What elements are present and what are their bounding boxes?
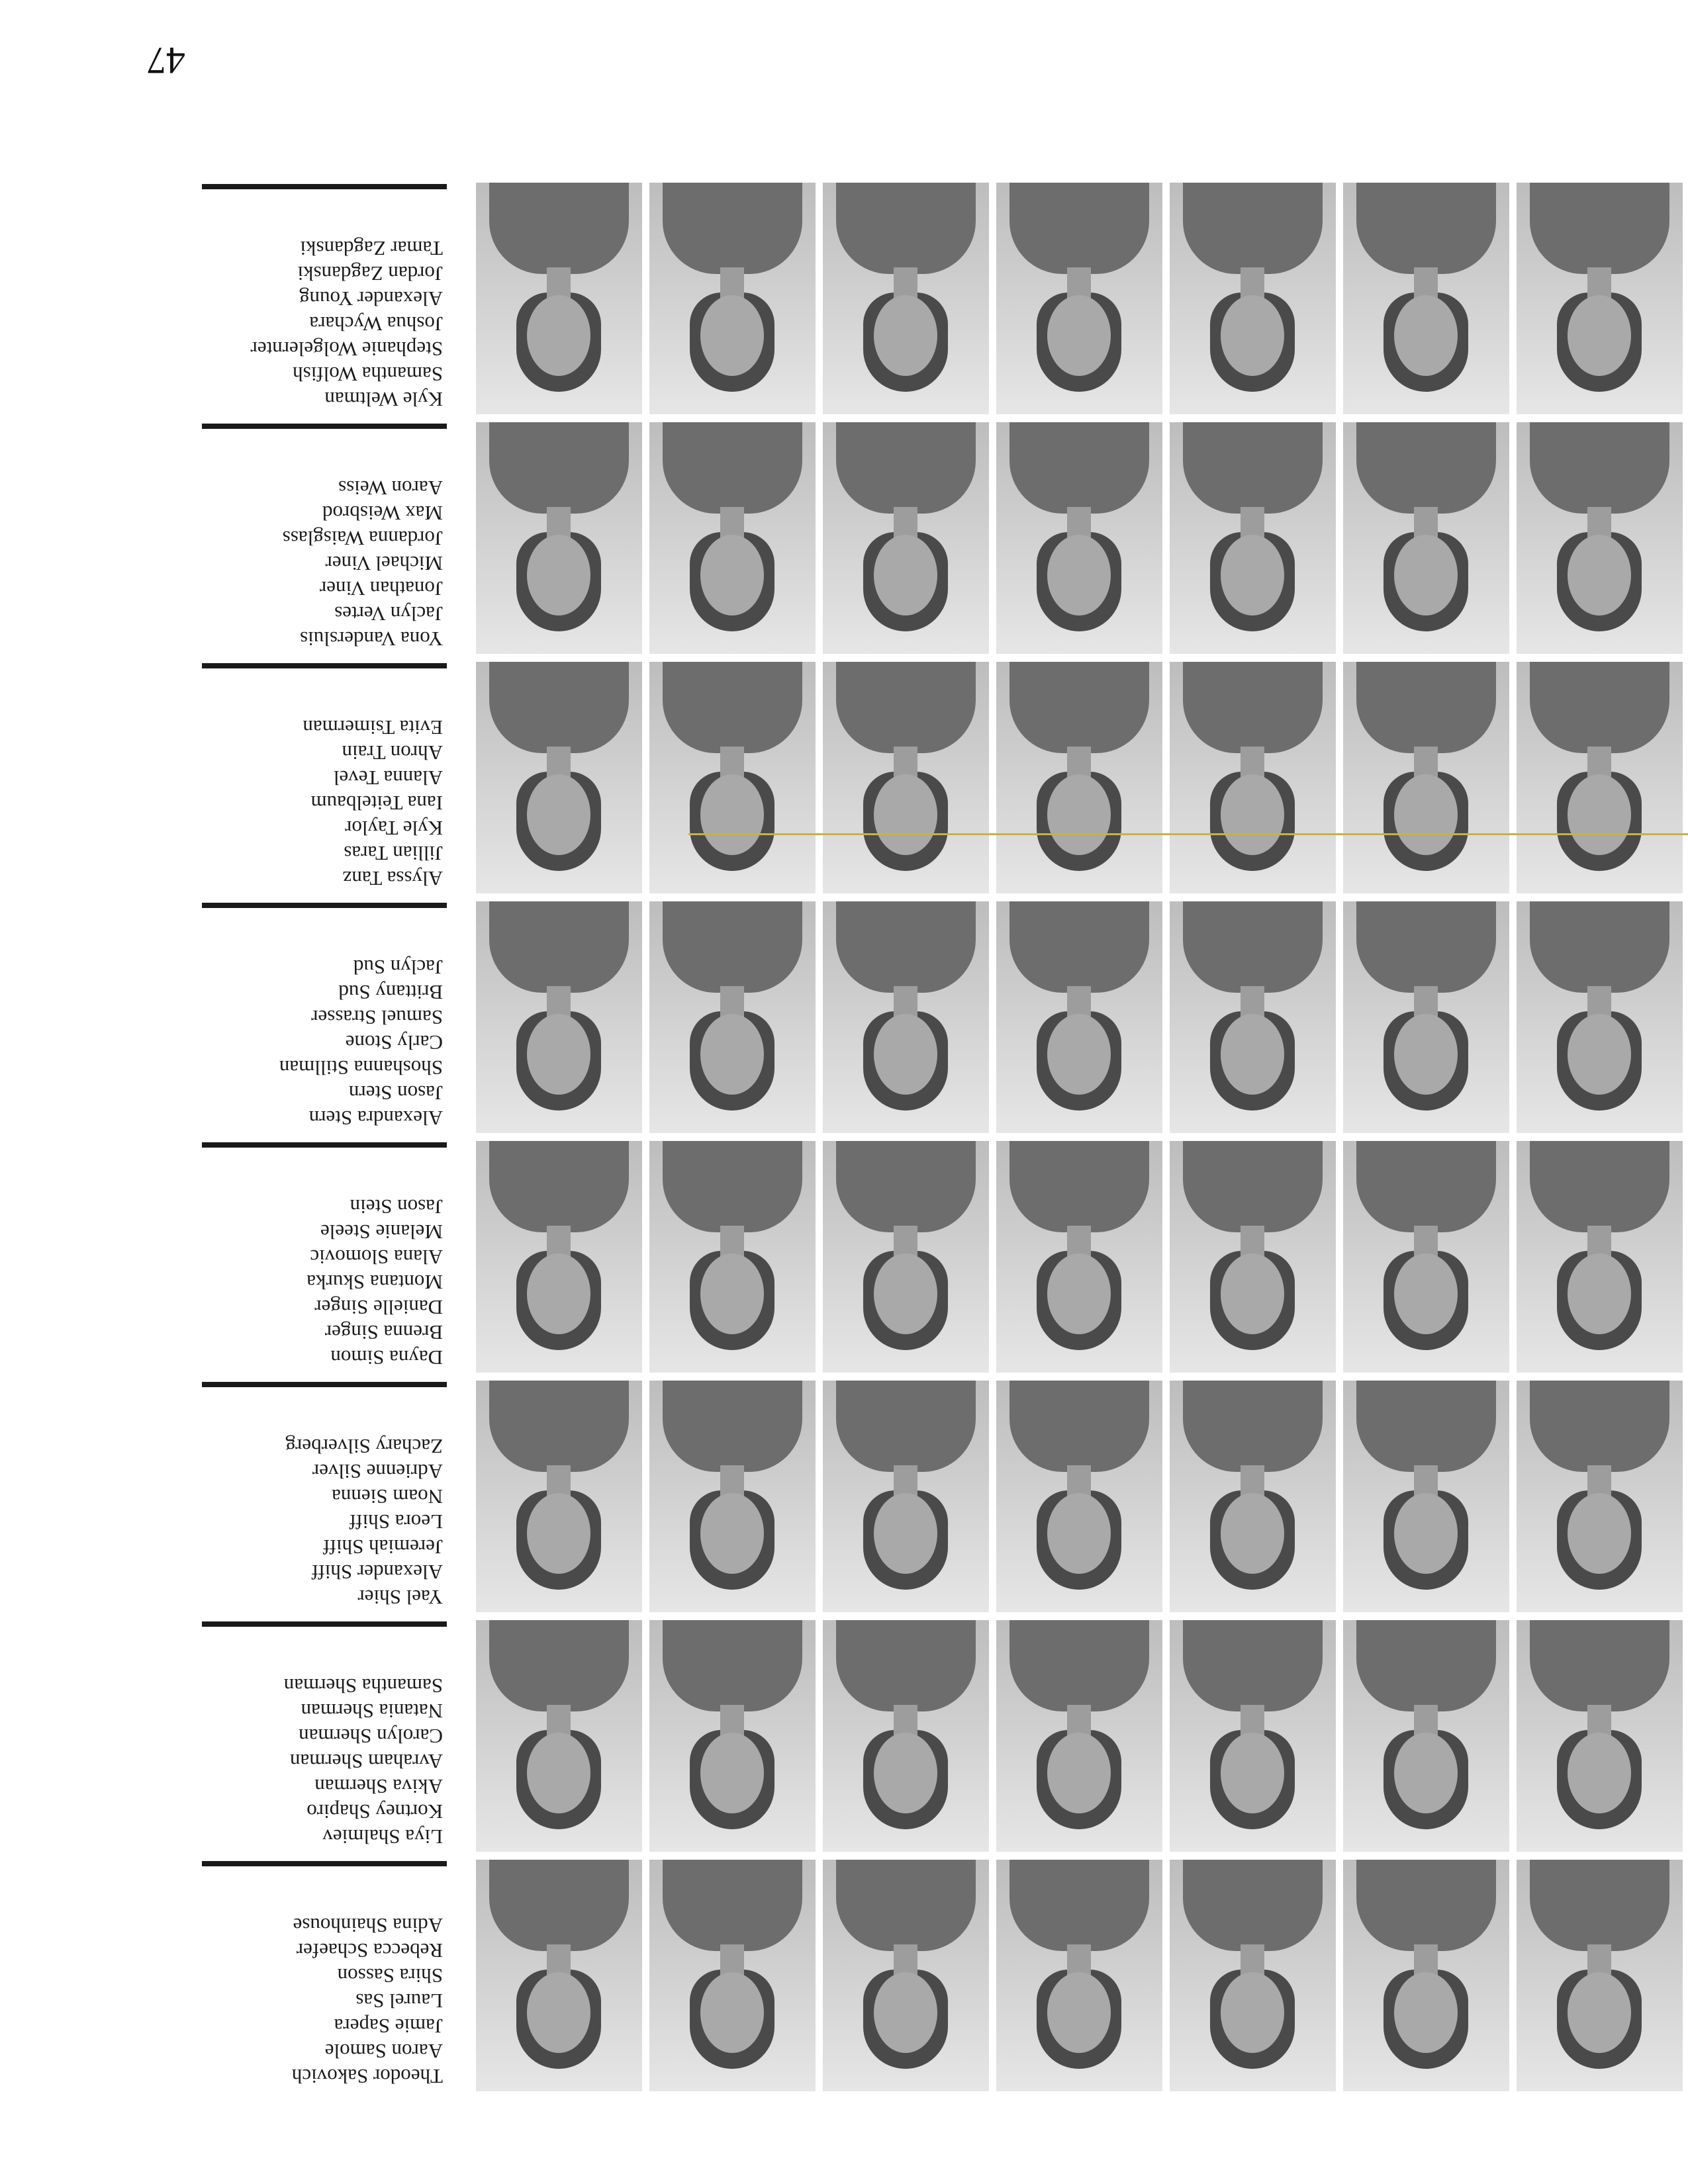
student-photo xyxy=(996,901,1162,1133)
student-name: Leora Shiff xyxy=(349,1510,443,1533)
student-photo xyxy=(1517,662,1683,893)
student-name: Noam Sienna xyxy=(332,1485,443,1508)
student-name: Aaron Weiss xyxy=(338,477,443,500)
student-name: Samantha Sherman xyxy=(283,1674,443,1698)
student-photo xyxy=(823,183,989,414)
student-row xyxy=(0,662,1688,893)
scan-line xyxy=(688,833,1688,835)
name-list xyxy=(202,663,447,892)
student-photo xyxy=(823,1860,989,2091)
student-photo xyxy=(1170,1381,1336,1612)
student-name: Jordanna Waisglass xyxy=(282,527,443,550)
student-name: Stephanie Wolgelernter xyxy=(250,338,443,361)
student-row xyxy=(0,422,1688,654)
student-photo xyxy=(649,901,816,1133)
student-photo xyxy=(996,662,1162,893)
student-row xyxy=(0,901,1688,1133)
student-photo xyxy=(476,422,642,654)
student-name: Alana Slomovic xyxy=(310,1246,443,1269)
student-name: Rebecca Schaefer xyxy=(296,1939,443,1962)
student-photo xyxy=(996,1141,1162,1373)
student-photo xyxy=(476,1381,642,1612)
student-photo xyxy=(1517,1860,1683,2091)
student-photo xyxy=(823,1381,989,1612)
student-name: Jeremiah Shiff xyxy=(322,1535,443,1559)
student-photo xyxy=(1343,1620,1509,1852)
student-photo xyxy=(1170,422,1336,654)
student-photo xyxy=(476,1860,642,2091)
student-photo xyxy=(1170,901,1336,1133)
student-photo xyxy=(1343,183,1509,414)
student-photo xyxy=(996,1860,1162,2091)
student-photo xyxy=(1343,662,1509,893)
name-list xyxy=(202,184,447,413)
student-name: Joshua Wychara xyxy=(309,312,443,336)
student-photo xyxy=(1170,1141,1336,1373)
student-name: Jillian Taras xyxy=(344,842,443,865)
student-row xyxy=(0,1620,1688,1852)
student-name: Kyle Taylor xyxy=(345,817,443,840)
student-name: Jamie Sapera xyxy=(334,2015,443,2038)
student-photo xyxy=(1343,1141,1509,1373)
student-name: Yael Shier xyxy=(357,1586,443,1609)
student-photo xyxy=(996,422,1162,654)
student-photo xyxy=(649,183,816,414)
student-name: Alexandra Stern xyxy=(308,1107,443,1130)
student-name: Adina Shainhouse xyxy=(293,1914,443,1937)
photo-strip xyxy=(471,183,1683,414)
student-name: Michael Viner xyxy=(325,552,443,575)
student-photo xyxy=(1517,422,1683,654)
student-photo xyxy=(476,1141,642,1373)
student-photo xyxy=(476,183,642,414)
student-name: Shira Sasson xyxy=(337,1964,443,1987)
student-name: Adrienne Silver xyxy=(312,1460,443,1483)
student-photo xyxy=(1170,662,1336,893)
photo-strip xyxy=(471,1860,1683,2091)
student-name: Aaron Samole xyxy=(324,2040,443,2063)
student-name: Iana Teitelbaum xyxy=(310,792,443,815)
student-photo xyxy=(1517,901,1683,1133)
student-name: Carly Stone xyxy=(345,1031,443,1054)
student-name: Max Weisbrod xyxy=(322,502,443,525)
photo-strip xyxy=(471,1141,1683,1373)
student-name: Carolyn Sherman xyxy=(299,1725,443,1748)
student-name: Samantha Wolfish xyxy=(293,363,443,386)
student-photo xyxy=(1170,1620,1336,1852)
student-name: Theodor Sakovich xyxy=(291,2065,443,2088)
student-photo xyxy=(1517,1141,1683,1373)
student-name: Alexander Young xyxy=(299,287,443,310)
photo-strip xyxy=(471,422,1683,654)
student-name: Samuel Strasser xyxy=(311,1006,443,1029)
student-photo xyxy=(649,1620,816,1852)
student-photo xyxy=(823,1141,989,1373)
student-row xyxy=(0,1141,1688,1373)
student-name: Kortney Shapiro xyxy=(306,1800,443,1823)
student-photo xyxy=(823,662,989,893)
student-name: Jordan Zagdanski xyxy=(297,262,443,285)
student-photo xyxy=(1343,1381,1509,1612)
student-name: Avraham Sherman xyxy=(290,1750,443,1773)
student-name: Akiva Sherman xyxy=(314,1775,443,1798)
student-name: Tamar Zagdanski xyxy=(300,237,443,260)
student-photo xyxy=(823,901,989,1133)
student-photo xyxy=(1170,1860,1336,2091)
student-name: Liya Shalmiev xyxy=(322,1825,443,1848)
student-name: Brittany Sud xyxy=(338,981,443,1004)
photo-strip xyxy=(471,901,1683,1133)
student-photo xyxy=(1343,901,1509,1133)
student-photo xyxy=(476,1620,642,1852)
student-row xyxy=(0,183,1688,414)
student-photo xyxy=(649,1860,816,2091)
student-name: Montana Skurka xyxy=(306,1271,443,1294)
student-photo xyxy=(649,1381,816,1612)
student-photo xyxy=(823,422,989,654)
student-name: Kyle Weltman xyxy=(324,388,443,411)
student-photo xyxy=(649,662,816,893)
student-name: Jason Stein xyxy=(350,1195,443,1218)
student-photo xyxy=(996,1381,1162,1612)
photo-strip xyxy=(471,1381,1683,1612)
student-photo xyxy=(996,1620,1162,1852)
student-name: Danielle Singer xyxy=(314,1296,443,1319)
student-name: Alanna Tevel xyxy=(333,766,443,790)
student-name: Alexander Shiff xyxy=(311,1561,443,1584)
student-name: Ahron Train xyxy=(342,741,443,764)
student-name: Laurel Sas xyxy=(355,1989,443,2013)
student-photo xyxy=(649,422,816,654)
student-name: Alyssa Tanz xyxy=(342,867,443,890)
student-name: Jonathan Viner xyxy=(319,577,443,600)
student-row xyxy=(0,1860,1688,2091)
student-photo xyxy=(1517,1620,1683,1852)
student-photo xyxy=(476,662,642,893)
student-name: Jason Stern xyxy=(348,1081,443,1105)
student-name: Jaclyn Vertes xyxy=(334,602,443,625)
student-photo xyxy=(649,1141,816,1373)
page-number: 47 xyxy=(147,39,185,82)
name-list xyxy=(202,1382,447,1611)
student-name: Evita Tsimerman xyxy=(303,716,443,739)
student-photo xyxy=(1517,1381,1683,1612)
photo-strip xyxy=(471,662,1683,893)
name-list xyxy=(202,1861,447,2090)
student-name: Zachary Silverberg xyxy=(285,1435,443,1458)
student-photo xyxy=(1517,183,1683,414)
student-name: Melanie Steele xyxy=(320,1220,443,1244)
name-list xyxy=(202,1621,447,1850)
student-photo xyxy=(1343,1860,1509,2091)
student-name: Dayna Simon xyxy=(330,1346,443,1369)
student-photo xyxy=(823,1620,989,1852)
student-photo xyxy=(1343,422,1509,654)
student-photo xyxy=(1170,183,1336,414)
name-list xyxy=(202,903,447,1132)
student-name: Shoshanna Stillman xyxy=(279,1056,443,1079)
name-list xyxy=(202,1142,447,1371)
student-name: Yona Vandersluis xyxy=(300,627,443,651)
student-name: Natania Sherman xyxy=(301,1700,443,1723)
photo-strip xyxy=(471,1620,1683,1852)
student-photo xyxy=(476,901,642,1133)
student-name: Brenna Singer xyxy=(324,1321,443,1344)
student-photo xyxy=(996,183,1162,414)
name-list xyxy=(202,424,447,653)
student-row xyxy=(0,1381,1688,1612)
student-name: Jaclyn Sud xyxy=(353,956,443,979)
